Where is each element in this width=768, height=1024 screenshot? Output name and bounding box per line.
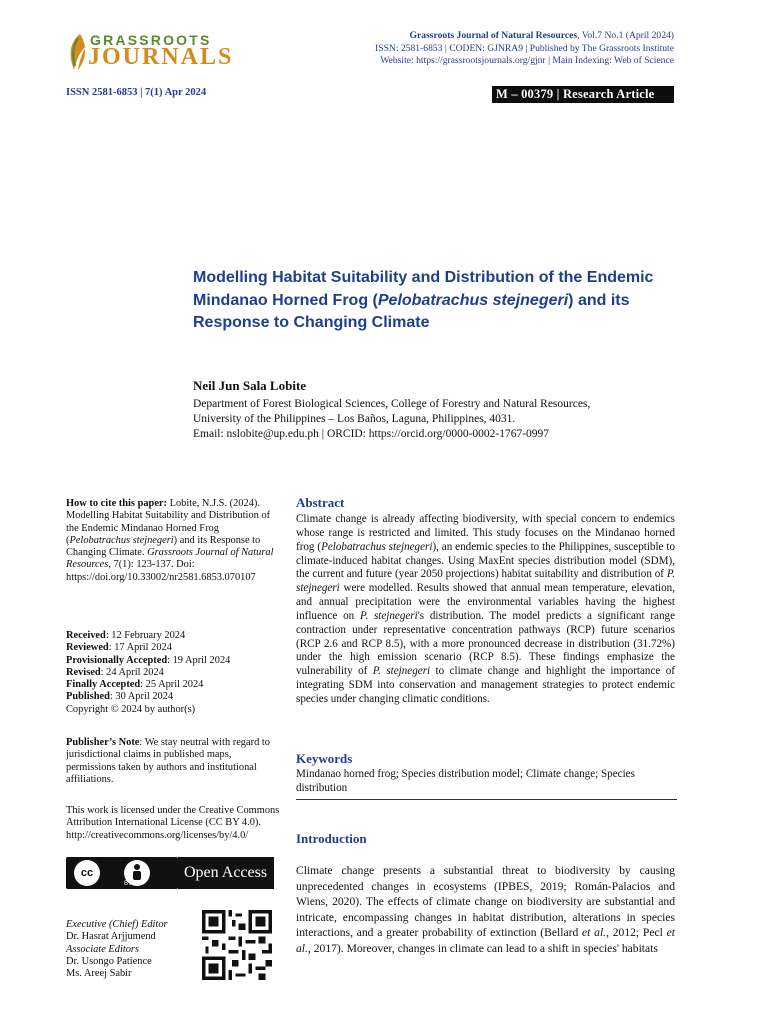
date-value: : 12 February 2024 bbox=[105, 630, 186, 641]
cc-icon: cc bbox=[74, 860, 100, 886]
abstract-species: P. stejnegeri bbox=[372, 665, 431, 678]
author-email[interactable]: Email: nslobite@up.edu.ph | ORCID: https://orcid.org/0000-0002-1767-0997 bbox=[193, 428, 550, 440]
date-value: : 24 April 2024 bbox=[100, 666, 164, 678]
date-revised bbox=[66, 667, 281, 679]
license-block bbox=[66, 805, 281, 842]
date-label: Provisionally Accepted bbox=[66, 654, 168, 666]
affiliation-university: University of the Philippines – Los Baños, Laguna, Philippines, 4031. bbox=[193, 413, 516, 425]
date-published bbox=[66, 691, 281, 703]
date-reviewed bbox=[66, 642, 281, 654]
title-species: Pelobatrachus stejnegeri bbox=[377, 291, 569, 309]
publisher-note-text: : We stay neutral with regard to jurisdictional claims in published maps, permissions taken by authors and institutional affiliations. bbox=[66, 737, 270, 785]
cite-text-1: Lobite, N.J.S. (2024). Modelling Habitat Suitability and Distribution of the Endemic Mindanao Horned Frog ( bbox=[66, 498, 271, 546]
date-label: Finally Accepted bbox=[66, 679, 141, 691]
intro-segment: , 2017). Moreover, changes in climate can lead to a shift in species' habitats bbox=[307, 941, 658, 955]
intro-segment: , 2012; Pecl bbox=[606, 926, 667, 940]
date-value: : 17 April 2024 bbox=[108, 642, 172, 654]
associate-editor-1: Dr. Usongo Patience bbox=[66, 955, 152, 967]
journal-logo bbox=[66, 30, 234, 76]
introduction-heading: Introduction bbox=[296, 831, 367, 846]
license-text: This work is licensed under the Creative Commons Attribution International License (CC BY 4.0). bbox=[66, 805, 280, 829]
editors-block bbox=[66, 919, 201, 980]
associate-editor-2: Ms. Areej Sabir bbox=[66, 968, 132, 980]
date-value: : 19 April 2024 bbox=[167, 654, 231, 666]
dates-block bbox=[66, 630, 281, 716]
abstract-segment: ), an endemic species to the Philippines, susceptible to climate-induced habitat changes. Using MaxEnt species distribution model (SDM), the current and future (year 2050 projections) habitat suitability and distribution of bbox=[296, 540, 675, 581]
leaf-icon bbox=[66, 32, 88, 72]
cite-text-3[interactable]: , 7(1): 123-137. Doi: https://doi.org/10.33002/nr2581.6853.070107 bbox=[66, 559, 256, 583]
publisher-note bbox=[66, 737, 281, 786]
issn-line: ISSN: 2581-6853 | CODEN: GJNRA9 | Published by The Grassroots Institute bbox=[375, 42, 674, 54]
cite-species: Pelobatrachus stejnegeri bbox=[69, 534, 174, 546]
date-value: : 25 April 2024 bbox=[140, 679, 204, 691]
date-label: Revised bbox=[66, 666, 101, 678]
abstract-segment: were modelled. Results showed that annual mean temperature, elevation, and annual precipitation were the environmental variables having the highest influence on bbox=[296, 582, 675, 622]
article-type-badge: M – 00379 | Research Article bbox=[492, 86, 674, 103]
date-label: Received bbox=[66, 630, 106, 641]
date-provisionally-accepted bbox=[66, 655, 281, 667]
license-url[interactable]: http://creativecommons.org/licenses/by/4.0/ bbox=[66, 829, 249, 841]
abstract-species: P. stejnegeri bbox=[296, 568, 675, 595]
intro-etal: et al. bbox=[296, 926, 675, 955]
abstract-heading: Abstract bbox=[296, 495, 345, 510]
by-label: BY bbox=[124, 881, 133, 887]
associate-editors-label: Associate Editors bbox=[66, 943, 140, 955]
qr-code-icon[interactable] bbox=[202, 910, 272, 980]
website-line: Website: https://grassrootsjournals.org/gjnr | Main Indexing: Web of Science bbox=[380, 55, 674, 67]
date-finally-accepted bbox=[66, 679, 281, 691]
title-part-1: Modelling Habitat Suitability and Distribution of the Endemic Mindanao Horned Frog ( bbox=[193, 269, 654, 309]
date-value: : 30 April 2024 bbox=[109, 691, 174, 703]
citation-block bbox=[66, 498, 281, 584]
keywords-heading: Keywords bbox=[296, 751, 353, 766]
section-divider bbox=[296, 799, 677, 800]
intro-etal: et al. bbox=[582, 926, 607, 940]
copyright: Copyright © 2024 by author(s) bbox=[66, 703, 196, 715]
author-affiliation bbox=[193, 397, 673, 442]
abstract-text bbox=[296, 513, 675, 707]
abstract-species: P. stejnegeri bbox=[360, 609, 418, 622]
intro-segment: Climate change presents a substantial threat to biodiversity by causing unprecedented changes in ecosystems (IPBES, 2019; Román-Palacios and Wiens, 2020). The effects of climate change on biodiversity are substantial and intricate, encompassing changes in habitat distribution, alterations in species interactions, and a greater probability of extinction (Bellard bbox=[296, 864, 675, 940]
logo-bottom-text: JOURNALS bbox=[88, 44, 234, 70]
abstract-species: Pelobatrachus stejnegeri bbox=[321, 540, 433, 553]
journal-info bbox=[375, 30, 674, 68]
date-label: Published bbox=[66, 691, 110, 703]
author-name: Neil Jun Sala Lobite bbox=[193, 378, 307, 393]
affiliation-department: Department of Forest Biological Sciences, College of Forestry and Natural Resources, bbox=[193, 398, 591, 410]
keywords-text: Mindanao horned frog; Species distribution model; Climate change; Species distribution bbox=[296, 768, 635, 794]
chief-editor-label: Executive (Chief) Editor bbox=[66, 919, 168, 930]
title-part-2: ) and its Response to Changing Climate bbox=[193, 291, 630, 331]
abstract-segment: Climate change is already affecting biodiversity, with special concern to endemics whose range is restricted and limited. This study focuses on the Mindanao horned frog ( bbox=[296, 513, 675, 553]
publisher-note-label: Publisher’s Note bbox=[66, 737, 140, 748]
cite-journal: Grassroots Journal of Natural Resources bbox=[66, 547, 274, 571]
logo-top-text: GRASSROOTS bbox=[90, 32, 212, 48]
journal-issue: , Vol.7 No.1 (April 2024) bbox=[577, 30, 674, 41]
date-received bbox=[66, 630, 281, 642]
chief-editor-name: Dr. Hasrat Arjjumend bbox=[66, 931, 156, 943]
cite-label: How to cite this paper: bbox=[66, 498, 168, 509]
issn-volume: ISSN 2581-6853 | 7(1) Apr 2024 bbox=[66, 87, 207, 98]
journal-name: Grassroots Journal of Natural Resources bbox=[409, 30, 578, 41]
cite-text-2: ) and its Response to Changing Climate. bbox=[66, 534, 261, 559]
abstract-segment: 's distribution. The model predicts a significant range contraction under representative concentration pathways (RCP) future scenarios (RCP 2.6 and RCP 8.5), with a more pronounced decrease in distribution (31.72%) under the high emission scenario (RCP 8.5). These findings emphasize the vulnerability of bbox=[296, 609, 676, 678]
paper-title bbox=[193, 267, 673, 335]
abstract-segment: to climate change and highlight the importance of integrating SDM into conservation and management strategies to protect endemic species under changing climatic conditions. bbox=[296, 665, 675, 705]
cc-by-badge[interactable] bbox=[66, 857, 178, 889]
open-access-badge: Open Access bbox=[178, 857, 274, 889]
introduction-text bbox=[296, 863, 675, 957]
date-label: Reviewed bbox=[66, 642, 109, 654]
